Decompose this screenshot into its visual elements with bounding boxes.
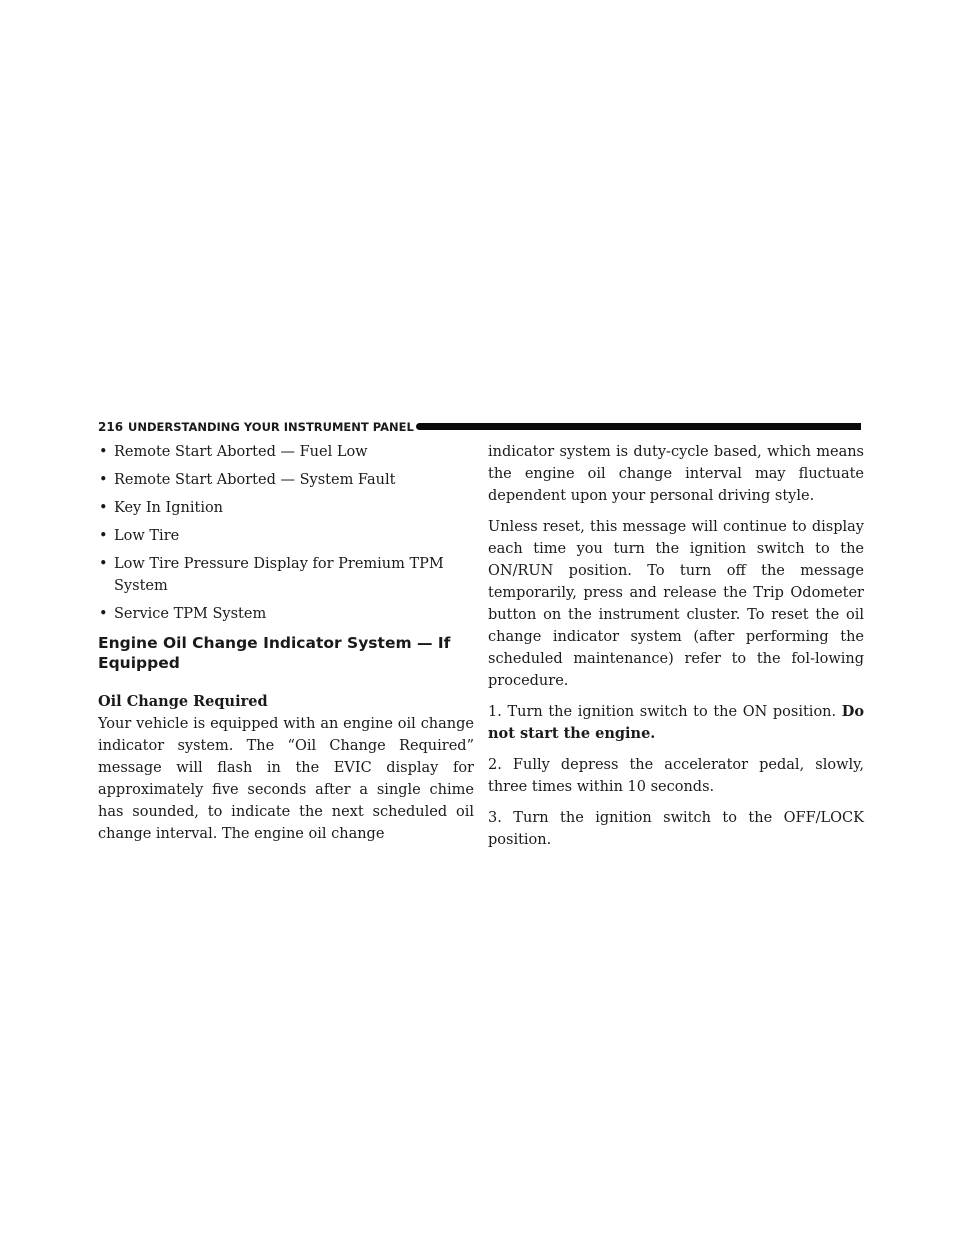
bullet-icon: •	[99, 500, 108, 516]
list-item-text: Remote Start Aborted — Fuel Low	[114, 444, 368, 460]
list-item-text: Remote Start Aborted — System Fault	[114, 472, 396, 488]
list-item-text: Service TPM System	[114, 606, 267, 622]
body-paragraph: Your vehicle is equipped with an engine oil change indicator system. The “Oil Change Required” message will flash in the EVIC display for approximately five seconds after a single chime has sounded, to indicate the next scheduled oil change interval. The engine oil change	[98, 716, 474, 842]
page-number: 216	[98, 420, 124, 434]
bullet-icon: •	[99, 444, 108, 460]
body-paragraph: Unless reset, this message will continue to display each time you turn the ignition switch to the ON/RUN position. To turn off the message temporarily, press and release the Trip Odometer button on the instrument cluster. To reset the oil change indicator system (after performing the scheduled maintenance) refer to the fol-lowing procedure.	[488, 519, 864, 689]
list-item	[98, 497, 474, 519]
bullet-icon: •	[99, 606, 108, 622]
bullet-icon: •	[99, 472, 108, 488]
list-item-text: Key In Ignition	[114, 500, 224, 516]
body-paragraph: indicator system is duty-cycle based, which means the engine oil change interval may fluctuate dependent upon your personal driving style.	[488, 444, 864, 504]
list-item-text: Low Tire	[114, 528, 180, 544]
right-column	[488, 441, 864, 860]
list-item	[98, 603, 474, 625]
list-item	[98, 553, 474, 597]
left-column	[98, 441, 474, 854]
procedure-step	[488, 701, 864, 745]
step-text: 3. Turn the ignition switch to the OFF/LOCK position.	[488, 810, 864, 848]
step-text: 2. Fully depress the accelerator pedal, slowly, three times within 10 seconds.	[488, 757, 864, 795]
bullet-icon: •	[99, 556, 108, 572]
list-item	[98, 441, 474, 463]
message-list	[98, 441, 474, 625]
procedure-step	[488, 754, 864, 798]
list-item	[98, 469, 474, 491]
page-header	[98, 417, 861, 439]
subheading: Oil Change Required	[98, 693, 268, 710]
list-item-text: Low Tire Pressure Display for Premium TPM System	[114, 556, 444, 594]
list-item	[98, 525, 474, 547]
section-heading: Engine Oil Change Indicator System — If Equipped	[98, 634, 451, 672]
section-title: UNDERSTANDING YOUR INSTRUMENT PANEL	[128, 420, 414, 434]
header-rule	[416, 423, 861, 430]
procedure-step	[488, 807, 864, 851]
step-warning: Do not start the engine.	[488, 703, 864, 742]
bullet-icon: •	[99, 528, 108, 544]
step-text: 1. Turn the ignition switch to the ON position.	[488, 704, 842, 720]
